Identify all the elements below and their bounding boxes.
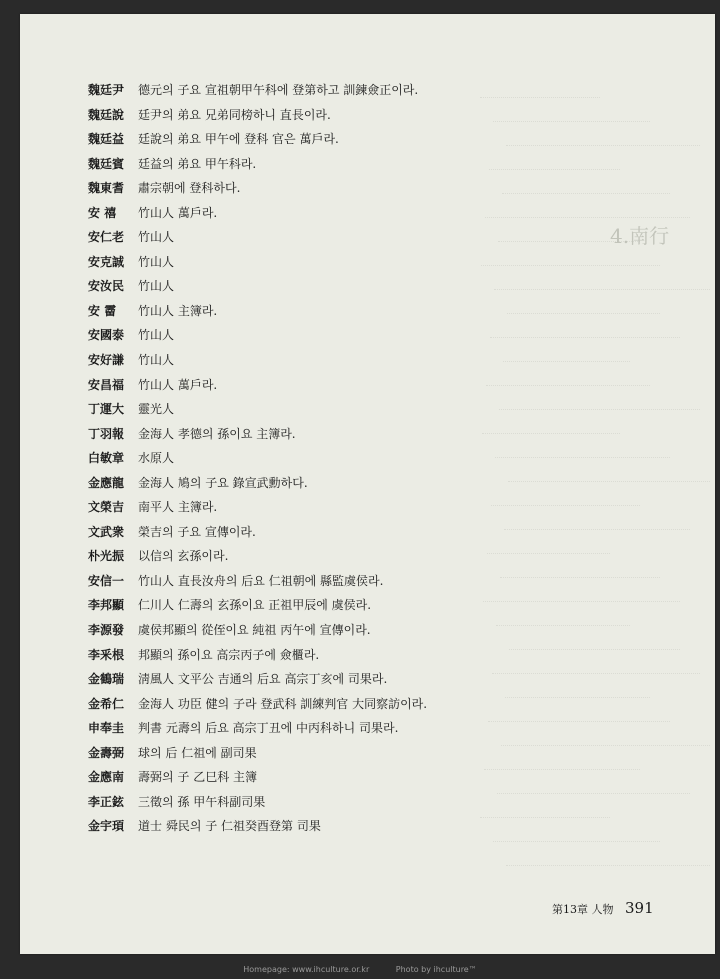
bleed-through-heading: 4.南行 (610, 224, 670, 248)
person-entry (88, 741, 488, 766)
person-description: 淸風人 文平公 吉通의 后요 高宗丁亥에 司果라. (138, 672, 388, 687)
person-description: 虞侯邦顯의 從侄이요 純祖 丙午에 宣傳이라. (138, 623, 371, 638)
person-name: 李釆根 (88, 647, 125, 662)
person-description: 竹山人 (138, 254, 175, 269)
person-entry (88, 422, 488, 447)
person-entry (88, 299, 488, 324)
person-entry (88, 692, 488, 717)
person-entry (88, 544, 488, 569)
person-name: 安好謙 (88, 353, 125, 368)
person-name: 丁運大 (88, 402, 125, 417)
person-description: 南平人 主簿라. (138, 500, 218, 515)
photo-credit: Photo by ihculture™ (395, 965, 477, 974)
person-entry (88, 667, 488, 692)
person-description: 邦顯의 孫이요 高宗丙子에 僉櫃라. (138, 647, 320, 662)
person-name: 安國泰 (88, 328, 125, 343)
person-name: 魏廷益 (88, 132, 125, 147)
bleed-through-text (480, 74, 710, 874)
person-description: 竹山人 直長汝舟의 后요 仁祖朝에 縣監虞侯라. (138, 573, 384, 588)
person-description: 竹山人 (138, 279, 175, 294)
person-name: 金壽弼 (88, 745, 125, 760)
person-name: 魏廷說 (88, 107, 125, 122)
person-description: 榮吉의 子요 宣傳이라. (138, 524, 256, 539)
person-description: 三徵의 孫 甲午科副司果 (138, 794, 266, 809)
person-name: 安仁老 (88, 230, 125, 245)
person-name: 安 禧 (88, 205, 117, 220)
person-description: 道士 舜民의 子 仁祖癸酉登第 司果 (138, 819, 321, 834)
person-description: 廷說의 弟요 甲午에 登科 官은 萬戶라. (138, 132, 339, 147)
person-name: 金鶴瑞 (88, 672, 125, 687)
person-name: 朴光振 (88, 549, 125, 564)
person-name: 安昌福 (88, 377, 125, 392)
person-description: 以信의 玄孫이라. (138, 549, 229, 564)
person-name: 文榮吉 (88, 500, 125, 515)
person-entry (88, 78, 488, 103)
person-entry (88, 716, 488, 741)
person-description: 肅宗朝에 登科하다. (138, 181, 241, 196)
person-entry (88, 495, 488, 520)
person-entry (88, 201, 488, 226)
person-entry (88, 814, 488, 839)
person-description: 球의 后 仁祖에 副司果 (138, 745, 257, 760)
page-number: 391 (625, 899, 654, 917)
person-name: 申奉圭 (88, 721, 125, 736)
person-entry (88, 520, 488, 545)
person-entry (88, 471, 488, 496)
person-description: 竹山人 萬戶라. (138, 377, 218, 392)
person-name: 安 霤 (88, 303, 117, 318)
person-entry (88, 765, 488, 790)
person-name: 魏廷賓 (88, 156, 125, 171)
person-entry (88, 274, 488, 299)
person-name: 李源發 (88, 623, 125, 638)
person-description: 判書 元壽의 后요 高宗丁丑에 中丙科하니 司果라. (138, 721, 399, 736)
person-name: 金希仁 (88, 696, 125, 711)
person-description: 金海人 孝德의 孫이요 主簿라. (138, 426, 296, 441)
person-entry (88, 790, 488, 815)
page-footer (552, 899, 654, 917)
document-page (20, 14, 715, 954)
person-description: 金海人 鳩의 子요 錄宣武勳하다. (138, 475, 308, 490)
person-entry (88, 103, 488, 128)
person-description: 廷尹의 弟요 兄弟同榜하니 直長이라. (138, 107, 331, 122)
person-description: 竹山人 (138, 353, 175, 368)
person-entry (88, 152, 488, 177)
person-description: 壽弼의 子 乙巳科 主簿 (138, 770, 258, 785)
person-description: 仁川人 仁壽의 玄孫이요 正祖甲辰에 虞侯라. (138, 598, 372, 613)
person-entry (88, 225, 488, 250)
homepage-credit: Homepage: www.ihculture.or.kr (243, 965, 370, 974)
person-name: 金應龍 (88, 475, 125, 490)
person-name: 安信一 (88, 573, 125, 588)
person-name: 安汝民 (88, 279, 125, 294)
person-description: 德元의 子요 宣祖朝甲午科에 登第하고 訓鍊僉正이라. (138, 83, 419, 97)
person-description: 竹山人 主簿라. (138, 303, 218, 318)
watermark-bar (0, 960, 720, 979)
person-entry (88, 593, 488, 618)
person-description: 竹山人 (138, 230, 175, 245)
person-name: 魏東耆 (88, 181, 125, 196)
chapter-label: 第13章 人物 (552, 903, 614, 916)
person-description: 廷益의 弟요 甲午科라. (138, 156, 257, 171)
person-entry (88, 446, 488, 471)
person-name: 文武衆 (88, 524, 125, 539)
person-entry (88, 618, 488, 643)
person-name: 丁羽報 (88, 426, 125, 441)
person-entry (88, 643, 488, 668)
person-entry (88, 373, 488, 398)
person-name: 金應南 (88, 770, 125, 785)
person-name: 李邦顯 (88, 598, 125, 613)
person-name: 李正鉉 (88, 794, 125, 809)
person-description: 金海人 功臣 健의 子라 登武科 訓練判官 大同察訪이라. (138, 696, 428, 711)
person-entry (88, 569, 488, 594)
person-entry (88, 323, 488, 348)
person-entry (88, 348, 488, 373)
person-description: 竹山人 萬戶라. (138, 205, 218, 220)
person-description: 水原人 (138, 451, 175, 466)
person-name: 白敏章 (88, 451, 125, 466)
person-description: 竹山人 (138, 328, 175, 343)
person-description: 靈光人 (138, 402, 175, 417)
person-entry (88, 176, 488, 201)
person-entry (88, 397, 488, 422)
entry-list (88, 78, 488, 839)
person-name: 魏廷尹 (88, 83, 125, 97)
person-name: 安克誠 (88, 254, 125, 269)
person-entry (88, 250, 488, 275)
person-name: 金宇頊 (88, 819, 125, 834)
person-entry (88, 127, 488, 152)
